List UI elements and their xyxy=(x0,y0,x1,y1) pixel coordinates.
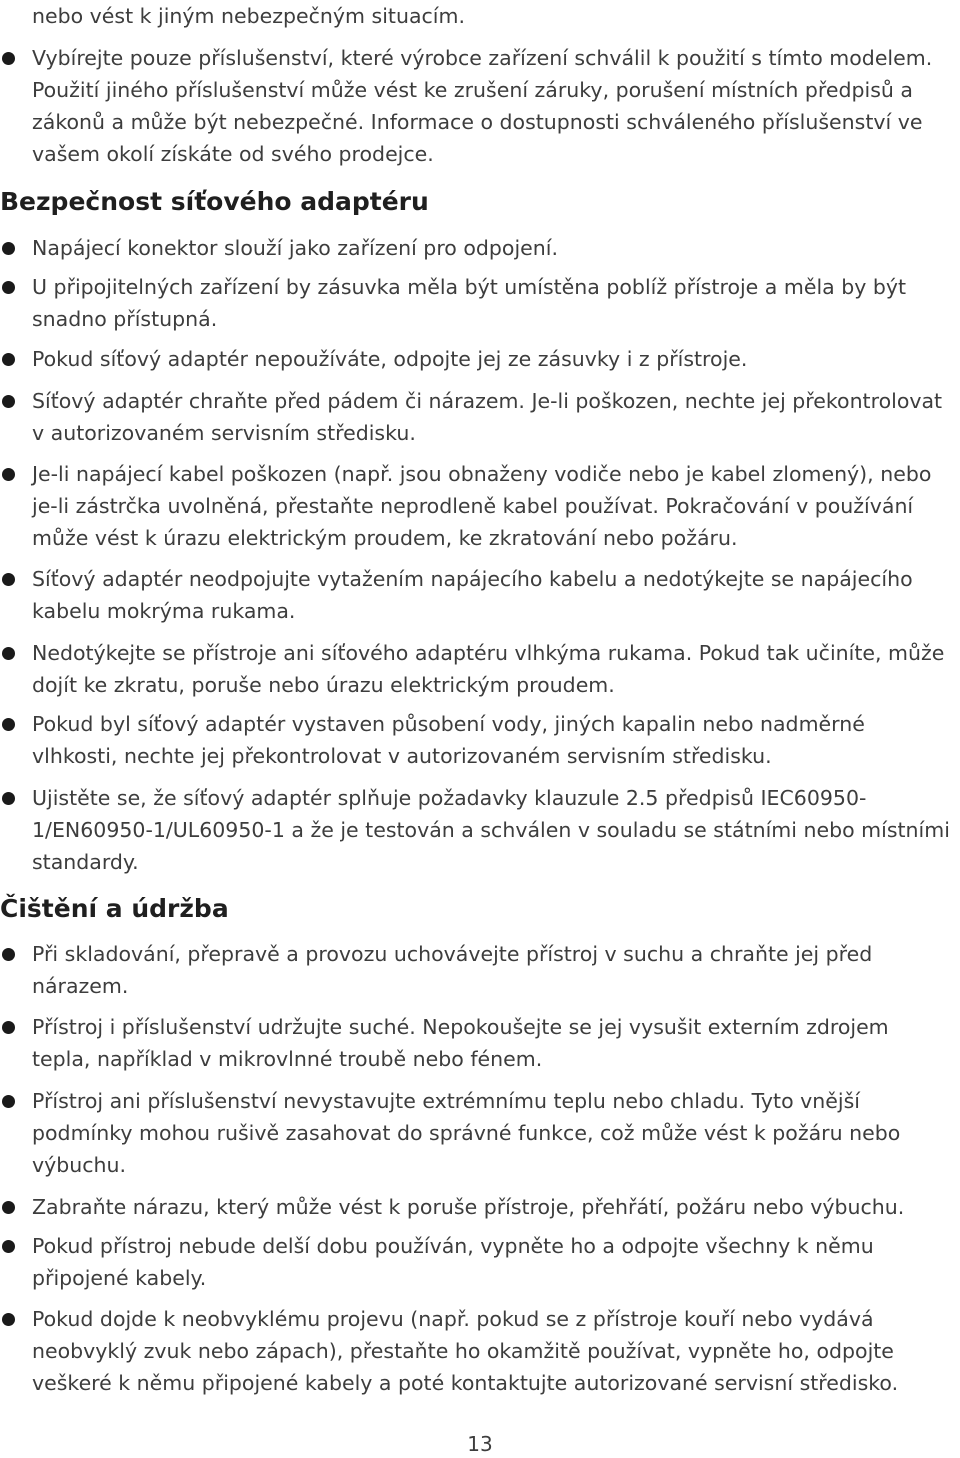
list-item xyxy=(0,782,952,878)
list-item xyxy=(0,563,952,627)
list-item-text: Je-li napájecí kabel poškozen (např. jsou obnaženy vodiče nebo je kabel zlomený), nebo je-li zástrčka uvolněná, přestaňte neprodleně kabel používat. Pokračování v používání může vést k úrazu elektrickým proudem, ke zkratování nebo požáru. xyxy=(32,462,932,550)
list-item xyxy=(0,232,952,264)
bullet-icon xyxy=(2,1021,15,1034)
intro-continuation xyxy=(0,0,952,32)
list-item-text: U připojitelných zařízení by zásuvka měla být umístěna poblíž přístroje a měla by být snadno přístupná. xyxy=(32,275,907,331)
bullet-icon xyxy=(2,573,15,586)
list-item xyxy=(0,708,952,772)
bullet-icon xyxy=(2,1313,15,1326)
list-item-text: Přístroj i příslušenství udržujte suché. Nepokoušejte se jej vysušit externím zdrojem tepla, například v mikrovlnné troubě nebo fénem. xyxy=(32,1015,889,1071)
bullet-icon xyxy=(2,52,15,65)
list-item-text: Nedotýkejte se přístroje ani síťového adaptéru vlhkýma rukama. Pokud tak učiníte, může dojít ke zkratu, poruše nebo úrazu elektrickým proudem. xyxy=(32,641,945,697)
list-item xyxy=(0,343,952,375)
bullet-icon xyxy=(2,468,15,481)
section-heading-cleaning: Čištění a údržba xyxy=(0,894,229,923)
list-item xyxy=(0,637,952,701)
list-item-text: Přístroj ani příslušenství nevystavujte extrémnímu teplu nebo chladu. Tyto vnější podmínky mohou rušivě zasahovat do správné funkce, což může vést k požáru nebo výbuchu. xyxy=(32,1089,901,1177)
list-item xyxy=(0,1230,952,1294)
list-item-text: Zabraňte nárazu, který může vést k poruše přístroje, přehřátí, požáru nebo výbuchu. xyxy=(32,1195,905,1219)
bullet-icon xyxy=(2,792,15,805)
list-item-text: Při skladování, přepravě a provozu uchovávejte přístroj v suchu a chraňte jej před nárazem. xyxy=(32,942,873,998)
bullet-icon xyxy=(2,647,15,660)
list-item-text: Pokud síťový adaptér nepoužíváte, odpojte jej ze zásuvky i z přístroje. xyxy=(32,347,748,371)
list-item xyxy=(0,1011,952,1075)
list-item xyxy=(0,1303,952,1399)
list-item xyxy=(0,385,952,449)
list-item xyxy=(0,938,952,1002)
bullet-icon xyxy=(2,1201,15,1214)
list-item-text: Síťový adaptér chraňte před pádem či nárazem. Je-li poškozen, nechte jej překontrolovat v autorizovaném servisním středisku. xyxy=(32,389,943,445)
list-item xyxy=(0,458,952,554)
list-item xyxy=(0,271,952,335)
list-item xyxy=(0,1085,952,1181)
bullet-icon xyxy=(2,281,15,294)
list-item-text: Pokud přístroj nebude delší dobu používán, vypněte ho a odpojte všechny k němu připojené kabely. xyxy=(32,1234,874,1290)
list-item-text: Ujistěte se, že síťový adaptér splňuje požadavky klauzule 2.5 předpisů IEC60950-1/EN60950-1/UL60950-1 a že je testován a schválen v souladu se státními nebo místními standardy. xyxy=(32,786,950,874)
page-number: 13 xyxy=(467,1432,493,1456)
list-item xyxy=(0,1191,952,1223)
bullet-icon xyxy=(2,948,15,961)
list-item-text: Pokud dojde k neobvyklému projevu (např. pokud se z přístroje kouří nebo vydává neobvyklý zvuk nebo zápach), přestaňte ho okamžitě používat, vypněte ho, odpojte veškeré k němu připojené kabely a poté kontaktujte autorizované servisní středisko. xyxy=(32,1307,899,1395)
bullet-icon xyxy=(2,353,15,366)
list-item-text: Napájecí konektor slouží jako zařízení pro odpojení. xyxy=(32,236,558,260)
list-item xyxy=(0,42,952,170)
list-item-text: Pokud byl síťový adaptér vystaven působení vody, jiných kapalin nebo nadměrné vlhkosti, nechte jej překontrolovat v autorizovaném servisním středisku. xyxy=(32,712,865,768)
intro-continuation-text: nebo vést k jiným nebezpečným situacím. xyxy=(32,4,465,28)
section-heading-adapter: Bezpečnost síťového adaptéru xyxy=(0,187,429,216)
bullet-icon xyxy=(2,718,15,731)
list-item-text: Síťový adaptér neodpojujte vytažením napájecího kabelu a nedotýkejte se napájecího kabelu mokrýma rukama. xyxy=(32,567,913,623)
bullet-icon xyxy=(2,1240,15,1253)
bullet-icon xyxy=(2,1095,15,1108)
list-item-text: Vybírejte pouze příslušenství, které výrobce zařízení schválil k použití s tímto modelem. Použití jiného příslušenství může vést ke zrušení záruky, porušení místních předpisů a zákonů a může být nebezpečné. Informace o dostupnosti schváleného příslušenství ve vašem okolí získáte od svého prodejce. xyxy=(32,46,933,166)
bullet-icon xyxy=(2,242,15,255)
bullet-icon xyxy=(2,395,15,408)
